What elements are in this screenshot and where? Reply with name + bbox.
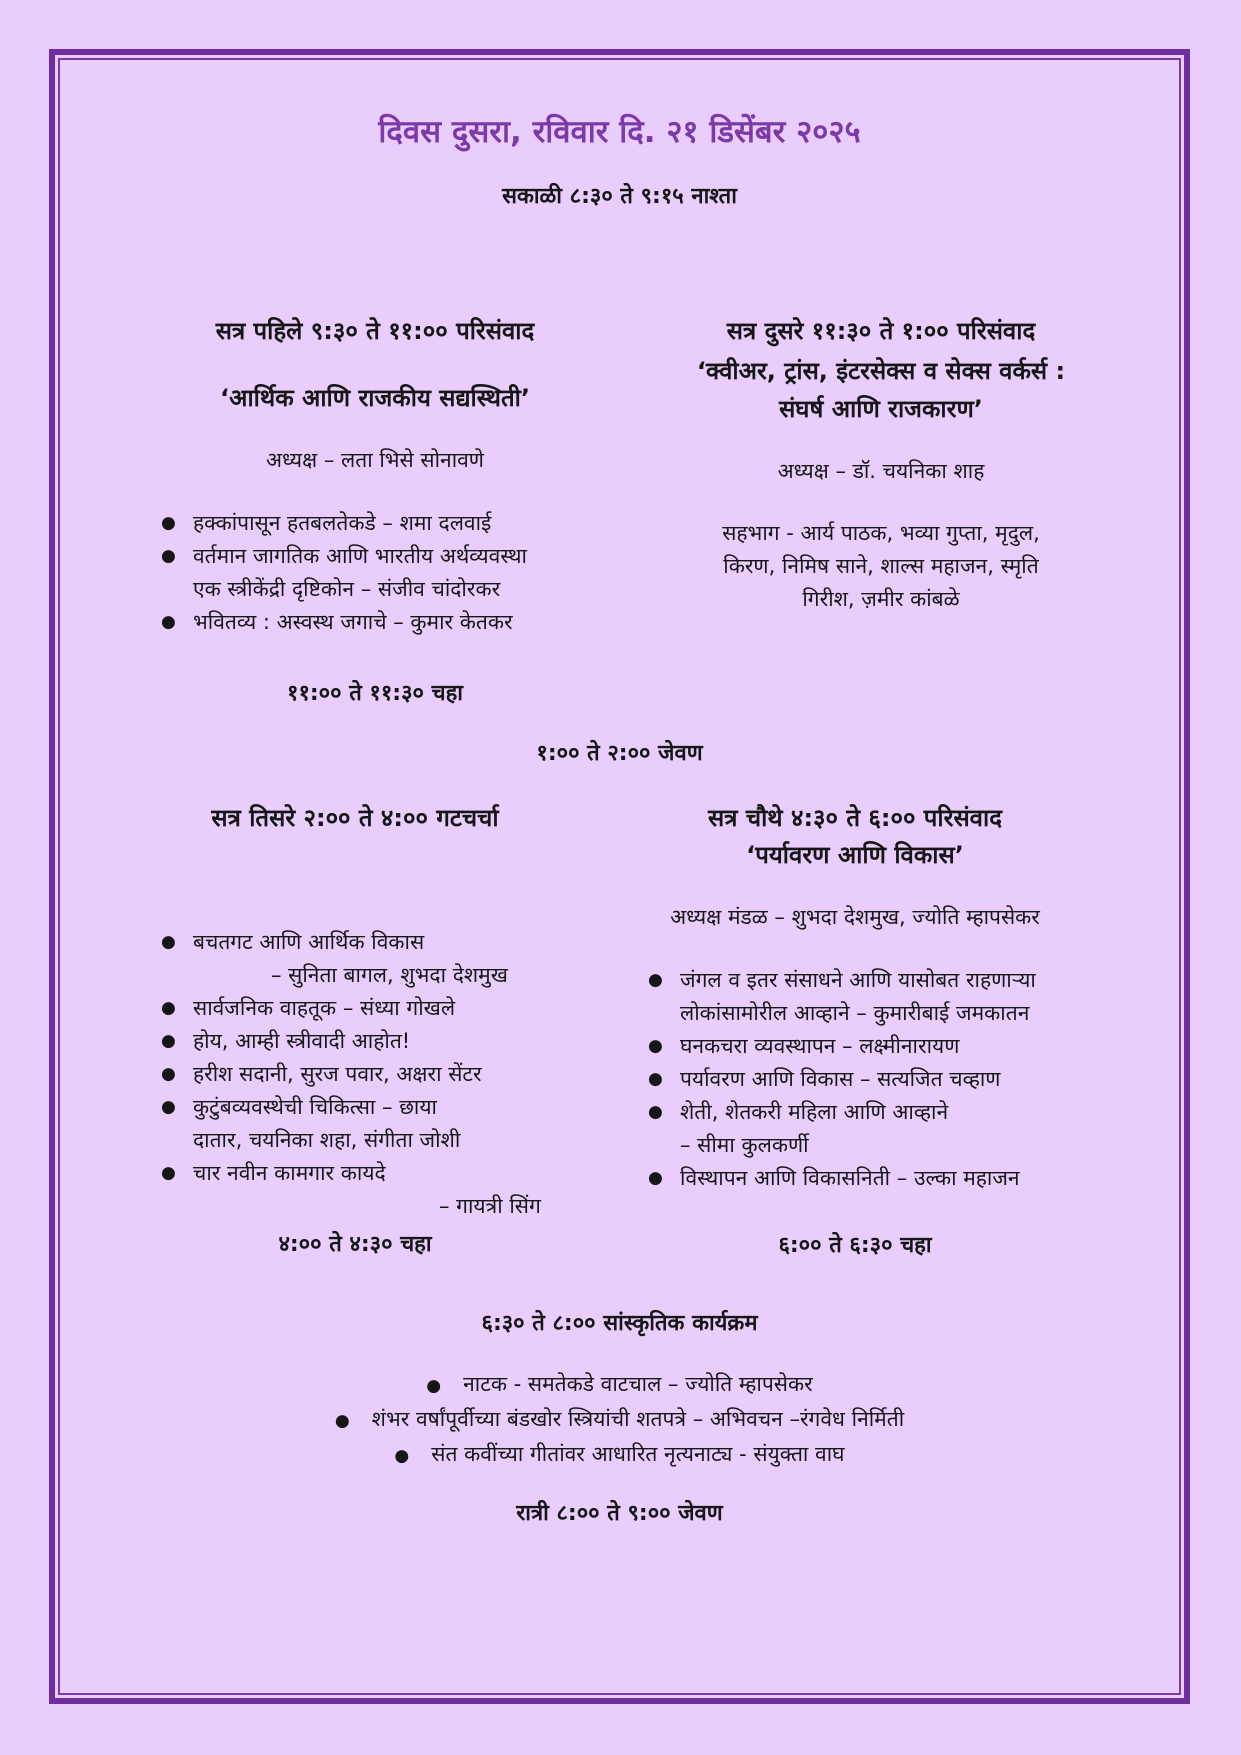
cultural-item: ● नाटक - समतेकडे वाटचाल – ज्योति म्हापसेकर xyxy=(426,1372,813,1396)
cultural-title: ६:३० ते ८:०० सांस्कृतिक कार्यक्रम xyxy=(481,1311,758,1336)
session1-item xyxy=(159,540,619,606)
session3-list xyxy=(159,926,619,1223)
session3-tea: ४:०० ते ४:३० चहा xyxy=(278,1232,432,1257)
session4-title: सत्र चौथे ४:३० ते ६:०० परिसंवाद xyxy=(708,804,1002,832)
dinner-line: रात्री ८:०० ते ९:०० जेवण xyxy=(516,1501,723,1526)
session4-chair: अध्यक्ष मंडळ – शुभदा देशमुख, ज्योति म्हापसेकर xyxy=(670,905,1040,929)
session4-item1-line2: लोकांसामोरील आव्हाने – कुमारीबाई जमकातन xyxy=(680,1001,1030,1025)
session3-item xyxy=(159,1091,619,1157)
session3-item: ● चार नवीन कामगार कायदे xyxy=(159,1157,619,1190)
session3-item1-sub: – सुनिता बागल, शुभदा देशमुख xyxy=(271,963,508,987)
session4-list xyxy=(646,964,1166,1195)
session4-subtitle: ‘पर्यावरण आणि विकास’ xyxy=(746,841,964,869)
session3-item6-sub: – गायत्री सिंग xyxy=(439,1194,541,1218)
session1-list xyxy=(159,507,619,639)
session2-chair: अध्यक्ष – डॉ. चयनिका शाह xyxy=(777,459,985,483)
session1-item: ● हक्कांपासून हतबलतेकडे – शमा दलवाई xyxy=(159,507,619,540)
session4-item4-line1: शेती, शेतकरी महिला आणि आव्हाने xyxy=(680,1100,949,1124)
session3-title: सत्र तिसरे २:०० ते ४:०० गटचर्चा xyxy=(211,804,499,832)
session1-item2-line2: एक स्त्रीकेंद्री दृष्टिकोन – संजीव चांदोरकर xyxy=(193,577,501,601)
session2-participants-line3: गिरीश, ज़मीर कांबळे xyxy=(802,587,960,611)
session3-item: ● बचतगट आणि आर्थिक विकास xyxy=(159,926,619,959)
schedule-page xyxy=(60,60,1179,1693)
session3-item: ● होय, आम्ही स्त्रीवादी आहोत! xyxy=(159,1025,619,1058)
session4-item xyxy=(646,1096,1166,1162)
cultural-list xyxy=(60,1368,1179,1473)
session1-title: सत्र पहिले ९:३० ते ११:०० परिसंवाद xyxy=(215,317,535,345)
session4-item4-line2: – सीमा कुलकर्णी xyxy=(680,1133,809,1157)
session3-item: ● हरीश सदानी, सुरज पवार, अक्षरा सेंटर xyxy=(159,1058,619,1091)
breakfast-line: सकाळी ८:३० ते ९:१५ नाश्ता xyxy=(502,184,737,209)
session4-item: ● घनकचरा व्यवस्थापन – लक्ष्मीनारायण xyxy=(646,1030,1166,1063)
session4-item: ● पर्यावरण आणि विकास – सत्यजित चव्हाण xyxy=(646,1063,1166,1096)
day-title: दिवस दुसरा, रविवार दि. २१ डिसेंबर २०२५ xyxy=(378,114,861,150)
lunch-line: १:०० ते २:०० जेवण xyxy=(536,741,703,766)
session3-item5-line2: दातार, चयनिका शहा, संगीता जोशी xyxy=(193,1128,461,1152)
cultural-item: ● शंभर वर्षांपूर्वीच्या बंडखोर स्त्रियांची शतपत्रे – अभिवचन –रंगवेध निर्मिती xyxy=(334,1407,905,1431)
session3-item5-line1: कुटुंबव्यवस्थेची चिकित्सा – छाया xyxy=(193,1095,437,1119)
session2-participants-line2: किरण, निमिष साने, शाल्स महाजन, स्मृति xyxy=(723,554,1039,578)
session2-title: सत्र दुसरे ११:३० ते १:०० परिसंवाद xyxy=(726,317,1036,345)
session2-subtitle-line2: संघर्ष आणि राजकारण’ xyxy=(779,395,983,423)
session2-participants-line1: सहभाग - आर्य पाठक, भव्या गुप्ता, मृदुल, xyxy=(722,521,1040,545)
session4-item xyxy=(646,964,1166,1030)
session3-item: ● सार्वजनिक वाहतूक – संध्या गोखले xyxy=(159,992,619,1025)
session1-subtitle: ‘आर्थिक आणि राजकीय सद्यस्थिती’ xyxy=(220,384,530,412)
session4-item: ● विस्थापन आणि विकासनिती – उल्का महाजन xyxy=(646,1162,1166,1195)
session1-item2-line1: वर्तमान जागतिक आणि भारतीय अर्थव्यवस्था xyxy=(193,544,527,568)
session4-tea: ६:०० ते ६:३० चहा xyxy=(778,1233,932,1258)
session4-item1-line1: जंगल व इतर संसाधने आणि यासोबत राहणाऱ्या xyxy=(680,968,1036,992)
session1-tea: ११:०० ते ११:३० चहा xyxy=(287,681,463,706)
session1-chair: अध्यक्ष – लता भिसे सोनावणे xyxy=(265,448,484,472)
session1-item: ● भवितव्य : अस्वस्थ जगाचे – कुमार केतकर xyxy=(159,606,619,639)
cultural-item: ● संत कवींच्या गीतांवर आधारित नृत्यनाट्य - संयुक्ता वाघ xyxy=(394,1442,845,1466)
session2-subtitle-line1: ‘क्वीअर, ट्रांस, इंटरसेक्स व सेक्स वर्कर्स : xyxy=(696,357,1066,385)
